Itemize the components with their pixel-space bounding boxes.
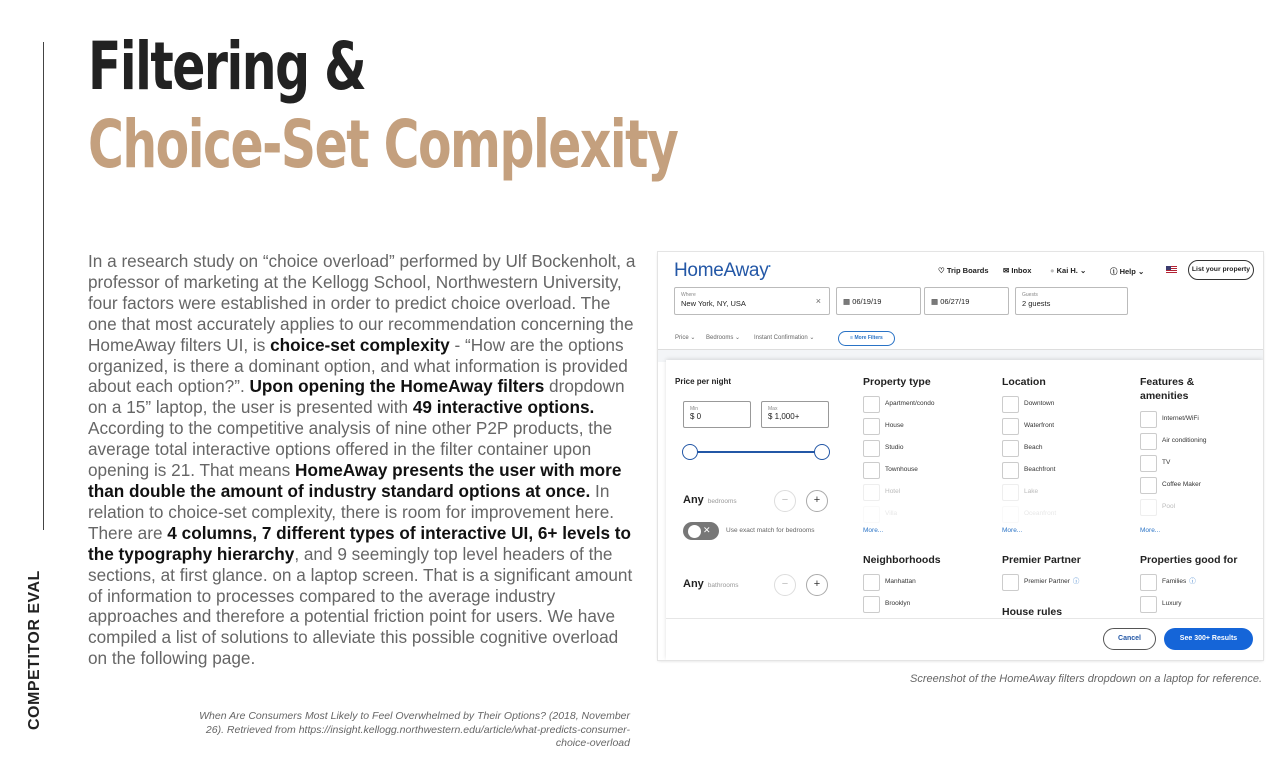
bedrooms-filter: Bedrooms ⌄ [706,335,741,341]
property-type-option: House [863,418,904,434]
bedrooms-counter [683,494,737,506]
guests-field [1015,287,1128,315]
body-text-5: In relation to choice-set complexity, there is room for improvement here. There are [88,480,615,543]
inbox-link [1003,266,1031,275]
property-type-option: Townhouse [863,462,918,478]
homeaway-screenshot [658,252,1263,660]
where-label: Where [681,292,696,298]
list-property-button: List your property [1188,260,1254,280]
heart-icon: ♡ [938,266,945,275]
good-for-option [1140,574,1196,590]
body-bold-1: choice-set complexity [270,334,450,355]
us-flag-icon [1166,266,1177,273]
filter-icon: ≡ [850,335,854,341]
features-more-link: More... [1140,527,1161,534]
bedrooms-filter-label: Bedrooms [706,335,734,341]
property-type-option: Hotel [863,484,900,500]
price-max-value: $ 1,000+ [768,412,800,421]
location-more-link: More... [1002,527,1023,534]
location-option: Downtown [1002,396,1054,412]
premier-partner-option [1002,574,1079,590]
features-option: Air conditioning [1140,433,1206,449]
price-slider-min-handle [682,444,698,460]
neighborhoods-heading: Neighborhoods [863,554,941,566]
premier-partner-label: Premier Partner [1024,578,1070,585]
neighborhood-option: Manhattan [863,574,916,590]
property-type-option: Apartment/condo [863,396,935,412]
bathrooms-minus-button: − [774,574,796,596]
location-option: Oceanfront [1002,506,1056,522]
cancel-button: Cancel [1103,628,1156,650]
checkin-field [836,287,921,315]
chevron-down-icon: ⌄ [1079,266,1087,275]
bathrooms-counter [683,578,739,590]
avatar-icon: ● [1050,266,1055,275]
see-results-button: See 300+ Results [1164,628,1253,650]
location-option: Waterfront [1002,418,1054,434]
location-option: Beach [1002,440,1042,456]
bedrooms-plus-button: + [806,490,828,512]
info-icon: ⓘ [1072,578,1080,585]
more-filters-label: More Filters [854,335,883,341]
location-option: Lake [1002,484,1038,500]
price-slider-track [690,451,822,453]
features-option: Coffee Maker [1140,477,1201,493]
checkout-field [924,287,1009,315]
info-icon: ⓘ [1189,578,1196,585]
body-bold-2: Upon opening the HomeAway filters [249,376,545,397]
help-menu [1110,266,1144,277]
exact-match-label: Use exact match for bedrooms [726,527,815,534]
mail-icon: ✉ [1003,266,1010,275]
chevron-down-icon: ⌄ [1137,267,1145,276]
bathrooms-plus-button: + [806,574,828,596]
price-filter-label: Price [675,335,689,341]
calendar-icon: ▦ [843,297,851,306]
price-min-field [683,401,751,428]
logo-text: HomeAway [674,260,769,281]
body-text-6: , and 9 seemingly top level headers of the sections, at first glance. on a laptop screen. That is a significant amount of information to processes compared to the average industry approaches and therefore a potential friction point for users. We have compiled a list of solutions to alleviate this possible cognitive overload on the following page. [88,543,633,669]
location-option: Beachfront [1002,462,1055,478]
bathrooms-label: bathrooms [707,582,739,589]
location-heading: Location [1002,376,1046,388]
good-for-label: Families [1162,578,1187,585]
price-filter: Price ⌄ [675,335,696,341]
body-text-1: In a research study on “choice overload” performed by Ulf Bockenholt, a professor of marketing at the Kellogg School, Northwestern University, four factors were established in order to predict choice overload. The one that most accurately applies to our recommendation concerning the HomeAway filters UI, is [88,251,636,355]
body-paragraph [88,251,636,669]
homeaway-logo: HomeAway• [674,260,771,281]
exact-match-toggle [683,522,719,540]
user-menu [1050,266,1086,275]
more-filters-button [838,331,895,346]
checkin-date: 06/19/19 [852,297,882,306]
body-bold-3: 49 interactive options. [412,397,595,418]
body-text-2: - “How are the options organized, is there a dominant option, and what information is provided about each option?”. [88,334,628,397]
trip-boards-link [938,266,989,275]
body-text-4: According to the competitive analysis of nine other P2P products, the average total interactive options offered in the filter container upon opening is 21. That means [88,418,613,481]
features-option: TV [1140,455,1170,471]
price-max-label: Max [768,406,778,412]
page-title [88,28,677,184]
inbox-label: Inbox [1011,266,1032,275]
neighborhood-option: Brooklyn [863,596,910,612]
close-icon: ✕ [703,525,711,535]
features-heading: Features & amenities [1140,376,1195,402]
body-bold-4: HomeAway presents the user with more than double the amount of industry standard options at once. [88,460,622,501]
price-heading: Price per night [675,377,732,386]
guests-value: 2 guests [1022,299,1051,308]
side-divider [43,42,44,530]
good-for-option: Luxury [1140,596,1182,612]
instant-filter: Instant Confirmation ⌄ [754,335,815,341]
property-type-option: Studio [863,440,903,456]
body-bold-5: 4 columns, 7 different types of interactive UI, 6+ levels to the typography hierarchy [88,522,632,564]
body-text-3: dropdown on a 15” laptop, the user is presented with [88,376,625,418]
help-icon: ⓘ [1110,267,1118,276]
filter-bar [658,326,1263,350]
section-label: COMPETITOR EVAL [26,570,43,730]
calendar-icon: ▦ [931,297,939,306]
price-slider-max-handle [814,444,830,460]
where-value: New York, NY, USA [681,299,746,308]
checkout-date: 06/27/19 [940,297,970,306]
checkin-value [843,297,914,306]
user-label: Kai H. [1056,266,1078,275]
good-for-heading: Properties good for [1140,554,1238,566]
bedrooms-label: bedrooms [707,498,737,505]
guests-label: Guests [1022,292,1038,298]
clear-icon: × [815,296,821,306]
price-max-field [761,401,829,428]
title-line-1: Filtering & [88,28,366,105]
bedrooms-minus-button: − [774,490,796,512]
screenshot-header [658,252,1263,322]
citation: When Are Consumers Most Likely to Feel Overwhelmed by Their Options? (2018, November 26). Retrieved from https://insight.kellogg.northwestern.edu/article/what-predicts-consumer-choice-overload [199,710,630,749]
price-min-value: $ 0 [690,412,702,421]
premier-partner-heading: Premier Partner [1002,554,1081,566]
bathrooms-value: Any [683,578,704,590]
title-line-2: Choice-Set Complexity [88,106,678,183]
features-option: Pool [1140,499,1175,515]
screenshot-caption: Screenshot of the HomeAway filters dropdown on a laptop for reference. [910,673,1262,685]
features-option: Internet/WiFi [1140,411,1199,427]
help-label: Help [1119,267,1136,276]
house-rules-heading: House rules [1002,606,1063,618]
property-type-option: Villa [863,506,897,522]
where-field [674,287,830,315]
checkout-value [931,297,1002,306]
property-type-more-link: More... [863,527,884,534]
trip-boards-label: Trip Boards [946,266,989,275]
price-min-label: Min [690,406,699,412]
property-type-heading: Property type [863,376,931,388]
instant-filter-label: Instant Confirmation [754,335,808,341]
bedrooms-value: Any [683,494,704,506]
